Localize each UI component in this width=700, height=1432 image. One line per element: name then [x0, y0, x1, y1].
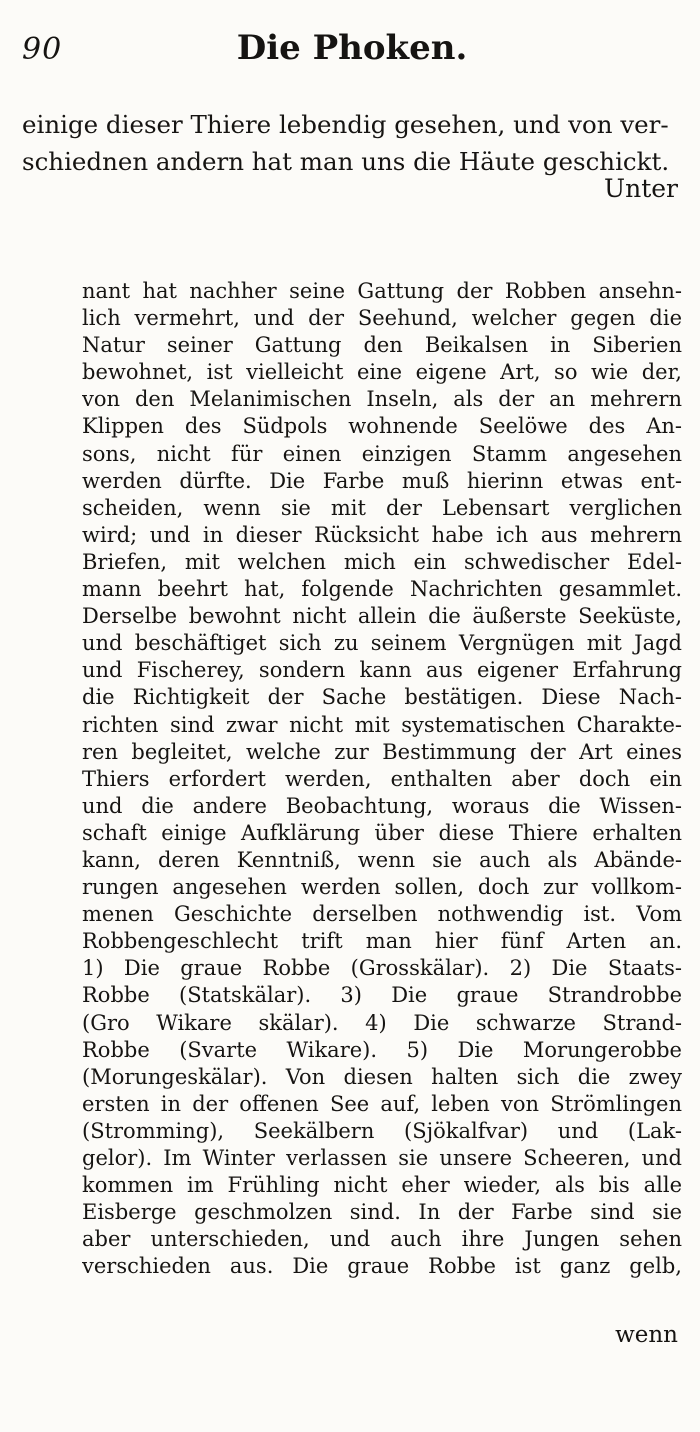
text-line: wird; und in dieser Rücksicht habe ich aus mehrern: [82, 522, 682, 547]
text-line: sons, nicht für einen einzigen Stamm angesehen: [82, 441, 682, 466]
text-line: nant hat nachher seine Gattung der Robben ansehn-: [82, 279, 682, 303]
text-line: Derselbe bewohnt nicht allein die äußerste Seeküste,: [82, 604, 682, 629]
text-line: und Fischerey, sondern kann aus eigener Erfahrung: [82, 658, 682, 683]
text-line: rungen angesehen werden sollen, doch zur vollkom-: [82, 875, 682, 900]
page-header: [22, 28, 682, 74]
text-line: Robbe (Svarte Wikare). 5) Die Morungerobbe: [82, 1037, 682, 1062]
text-line: Briefen, mit welchen mich ein schwedischer Edel-: [82, 549, 682, 574]
main-text-block: [82, 278, 682, 1280]
text-line: menen Geschichte derselben nothwendig ist. Vom: [82, 902, 682, 927]
page-number: 90: [22, 32, 63, 67]
text-line: kann, deren Kenntniß, wenn sie auch als Abände-: [82, 847, 682, 872]
text-line: mann beehrt hat, folgende Nachrichten gesammlet.: [82, 577, 682, 602]
text-line: Robbengeschlecht trift man hier fünf Arten an.: [82, 929, 682, 954]
text-line: 1) Die graue Robbe (Grosskälar). 2) Die Staats-: [82, 956, 682, 981]
text-line: aber unterschieden, und auch ihre Jungen sehen: [82, 1227, 682, 1252]
text-line: kommen im Frühling nicht eher wieder, als bis alle: [82, 1173, 682, 1198]
running-title: Die Phoken.: [236, 28, 468, 68]
text-line: Robbe (Statskälar). 3) Die graue Strandrobbe: [82, 983, 682, 1008]
text-line: (Stromming), Seekälbern (Sjökalfvar) und (Lak-: [82, 1118, 682, 1143]
text-line: die Richtigkeit der Sache bestätigen. Diese Nach-: [82, 685, 682, 710]
text-line: ren begleitet, welche zur Bestimmung der Art eines: [82, 739, 682, 764]
text-line: bewohnet, ist vielleicht eine eigene Art, so wie der,: [82, 360, 682, 385]
text-line: Thiers erfordert werden, enthalten aber doch ein: [82, 766, 682, 791]
text-line: Klippen des Südpols wohnende Seelöwe des An-: [82, 414, 682, 439]
text-line: richten sind zwar nicht mit systematischen Charakte-: [82, 712, 682, 737]
text-line: und beschäftiget sich zu seinem Vergnügen mit Jagd: [82, 631, 682, 656]
text-line: scheiden, wenn sie mit der Lebensart verglichen: [82, 495, 682, 520]
catchword: wenn: [615, 1322, 678, 1348]
text-line: einige dieser Thiere lebendig gesehen, und von ver-: [22, 110, 669, 139]
text-line: verschieden aus. Die graue Robbe ist ganz gelb,: [82, 1254, 682, 1279]
text-line: werden dürfte. Die Farbe muß hierinn etwas ent-: [82, 468, 682, 493]
catchword: Unter: [604, 174, 678, 203]
text-line: und die andere Beobachtung, woraus die Wissen-: [82, 793, 682, 818]
text-line: Natur seiner Gattung den Beikalsen in Siberien: [82, 333, 682, 358]
text-line: (Morungeskälar). Von diesen halten sich die zwey: [82, 1064, 682, 1089]
text-line: Eisberge geschmolzen sind. In der Farbe sind sie: [82, 1200, 682, 1225]
text-line: schaft einige Aufklärung über diese Thiere erhalten: [82, 820, 682, 845]
text-line: gelor). Im Winter verlassen sie unsere Scheeren, und: [82, 1146, 682, 1170]
text-line: lich vermehrt, und der Seehund, welcher gegen die: [82, 306, 682, 331]
top-text-block: [22, 106, 678, 180]
text-line: (Gro Wikare skälar). 4) Die schwarze Strand-: [82, 1010, 682, 1035]
text-line: ersten in der offenen See auf, leben von Strömlingen: [82, 1091, 682, 1116]
text-line: schiednen andern hat man uns die Häute geschickt.: [22, 147, 670, 176]
text-line: von den Melanimischen Inseln, als der an mehrern: [82, 387, 682, 412]
